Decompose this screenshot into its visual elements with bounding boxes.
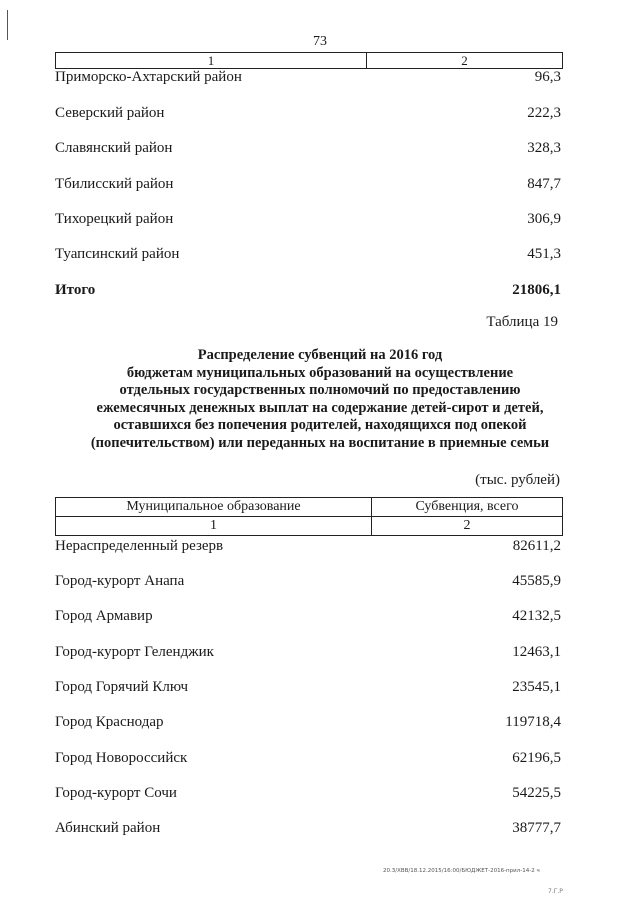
row-value: 42132,5	[512, 608, 561, 624]
header-subvention: Субвенция, всего	[415, 499, 519, 514]
footer-mark: 7.Г.Р	[548, 888, 563, 895]
row-value: 23545,1	[512, 679, 561, 695]
title-line: Распределение субвенций на 2016 год	[197, 347, 443, 363]
total-label: Итого	[55, 282, 96, 298]
title-line: ежемесячных денежных выплат на содержание детей-сирот и детей,	[96, 399, 544, 416]
title-line: бюджетам муниципальных образований на осуществление	[126, 364, 514, 381]
row-value: 38777,7	[512, 820, 561, 836]
row-value: 96,3	[534, 69, 561, 85]
row-value: 12463,1	[512, 644, 561, 660]
table19-row	[55, 607, 561, 625]
table19-row	[55, 537, 561, 555]
table18-row	[55, 210, 561, 228]
table19-row	[55, 572, 561, 590]
row-name: Северский район	[55, 105, 165, 121]
header-row	[56, 498, 562, 516]
col-number-2: 2	[463, 518, 471, 533]
row-name: Город-курорт Анапа	[55, 573, 185, 589]
table18-total-row	[55, 281, 561, 299]
table19-row	[55, 643, 561, 661]
row-value: 82611,2	[512, 538, 561, 554]
title-line: (попечительством) или переданных на воспитание в приемные семьи	[90, 434, 550, 451]
row-name: Город-курорт Геленджик	[55, 644, 214, 660]
table19-title	[40, 347, 600, 452]
col-number-1: 1	[56, 517, 372, 535]
row-name: Тбилисский район	[55, 176, 174, 192]
row-value: 847,7	[527, 176, 561, 192]
row-name: Туапсинский район	[55, 246, 180, 262]
row-name: Город Армавир	[55, 608, 153, 624]
row-name: Нераспределенный резерв	[55, 538, 224, 554]
table18-col-2: 2	[461, 53, 468, 68]
table18-row	[55, 139, 561, 157]
title-line: оставшихся без попечения родителей, находящихся под опекой	[113, 417, 527, 433]
table18-row	[55, 175, 561, 193]
row-name: Абинский район	[55, 820, 161, 836]
row-name: Город Краснодар	[55, 714, 164, 730]
row-name: Город Новороссийск	[55, 750, 188, 766]
row-value: 222,3	[527, 105, 561, 121]
row-value: 306,9	[527, 211, 561, 227]
column-number-row	[56, 516, 562, 535]
row-value: 54225,5	[512, 785, 561, 801]
title-line: отдельных государственных полномочий по предоставлению	[119, 382, 521, 398]
footer-file-reference: 20.3/ХВВ/18.12.2015/16:00/БЮДЖЕТ-2016-прил-14-2 ч	[383, 868, 540, 874]
header-municipality: Муниципальное образование	[56, 498, 372, 516]
table-number-label: Таблица 19	[486, 314, 558, 330]
table18-column-numbers	[55, 52, 563, 69]
row-value: 328,3	[527, 140, 561, 156]
row-value: 119718,4	[505, 714, 561, 730]
table19-row	[55, 713, 561, 731]
table19-row	[55, 678, 561, 696]
total-value: 21806,1	[512, 282, 561, 298]
table18-row	[55, 245, 561, 263]
table19-row	[55, 749, 561, 767]
table18-col-1: 1	[56, 53, 367, 68]
page-number: 73	[313, 34, 327, 49]
row-name: Славянский район	[55, 140, 173, 156]
row-name: Приморско-Ахтарский район	[55, 69, 242, 85]
row-name: Город Горячий Ключ	[55, 679, 189, 695]
table19-header	[55, 497, 563, 536]
table18-row	[55, 68, 561, 86]
table19-row	[55, 819, 561, 837]
row-name: Город-курорт Сочи	[55, 785, 177, 801]
row-value: 62196,5	[512, 750, 561, 766]
table18-row	[55, 104, 561, 122]
table19-row	[55, 784, 561, 802]
row-name: Тихорецкий район	[55, 211, 174, 227]
units-label: (тыс. рублей)	[475, 472, 560, 488]
row-value: 451,3	[527, 246, 561, 262]
row-value: 45585,9	[512, 573, 561, 589]
